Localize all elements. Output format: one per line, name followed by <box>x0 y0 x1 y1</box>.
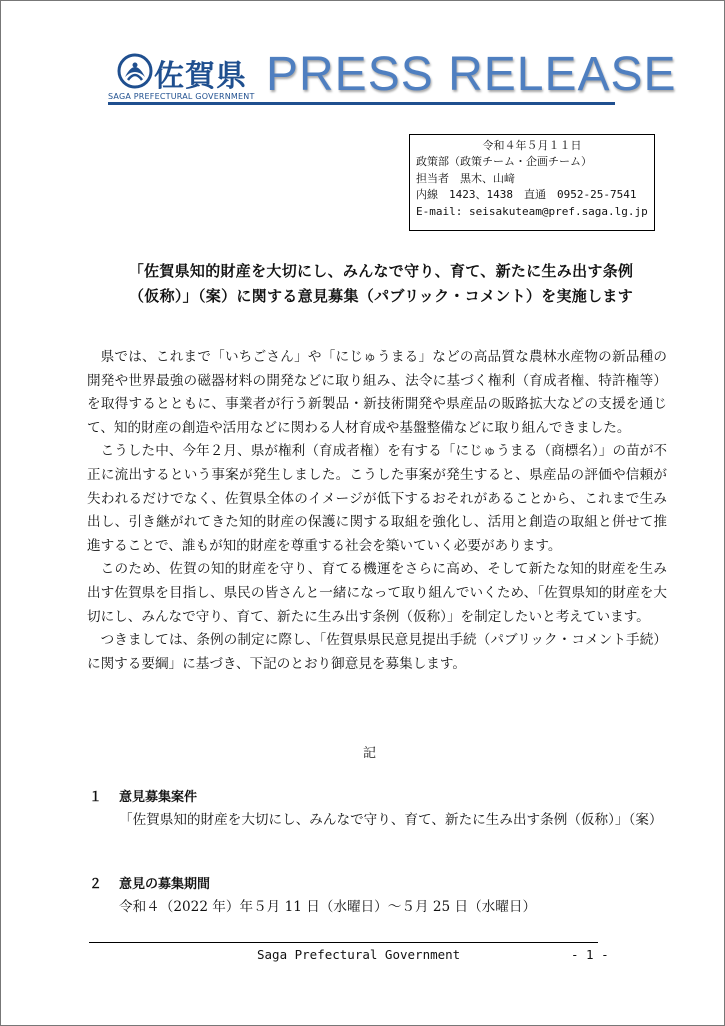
section-content: 令和４（2022 年）年５月 11 日（水曜日）～５月 25 日（水曜日） <box>119 899 537 915</box>
press-release-title: PRESS RELEASE <box>266 48 677 101</box>
body-paragraph: こうした中、今年２月、県が権利（育成者権）を有する「にじゅうまる（商標名）」の苗が不正に流出するという事案が発生しました。こうした事案が発生すると、県産品の評価や信頼が失われるだけでなく、佐賀県全体のイメージが低下するおそれがあることから、これまで生み出し、引き継がれてきた知的財産の保護に関する取組を強化し、活用と創造の取組と併せて推進することで、誰もが知的財産を尊重する社会を築いていく必要があります。 <box>87 443 667 554</box>
section-2 <box>89 874 669 918</box>
prefecture-subtitle: SAGA PREFECTURAL GOVERNMENT <box>108 92 255 101</box>
contact-box <box>409 134 655 231</box>
body-paragraph: つきましては、条例の制定に際し、「佐賀県県民意見提出手続（パブリック・コメント手続）に関する要綱」に基づき、下記のとおり御意見を募集します。 <box>87 632 667 672</box>
section-number: ２ <box>89 877 103 892</box>
prefectural-emblem-icon <box>117 53 153 89</box>
ki-mark: 記 <box>363 746 377 761</box>
email-address: E-mail: seisakuteam@pref.saga.lg.jp <box>416 204 648 218</box>
section-title: 意見募集案件 <box>119 790 198 805</box>
headline-line-2: （仮称）」（案）に関する意見募集（パブリック・コメント）を実施します <box>128 287 633 305</box>
release-date: 令和４年５月１１日 <box>482 139 582 152</box>
footer-organization: Saga Prefectural Government <box>257 947 461 962</box>
page-number: - 1 - <box>571 947 609 962</box>
body-paragraph: このため、佐賀の知的財産を守り、育てる機運をさらに高め、そして新たな知的財産を生み出す佐賀県を目指し、県民の皆さんと一緒になって取り組んでいくため、「佐賀県知的財産を大切にし、みんなで守り、育て、新たに生み出す条例（仮称）」を制定したいと考えています。 <box>87 561 667 625</box>
person-in-charge: 担当者 黒木、山﨑 <box>416 171 515 185</box>
section-1 <box>89 787 669 831</box>
section-content: 「佐賀県知的財産を大切にし、みんなで守り、育て、新たに生み出す条例（仮称）」（案） <box>119 812 663 828</box>
phone-numbers: 内線 1423、1438 直通 0952-25-7541 <box>416 188 637 202</box>
header-divider <box>108 102 615 105</box>
headline-line-1: 「佐賀県知的財産を大切にし、みんなで守り、育て、新たに生み出す条例 <box>128 262 634 280</box>
section-title: 意見の募集期間 <box>119 877 211 892</box>
prefecture-name: 佐賀県 <box>154 59 247 94</box>
body-paragraph: 県では、これまで「いちごさん」や「にじゅうまる」などの高品質な農林水産物の新品種の開発や世界最強の磁器材料の開発などに取り組み、法令に基づく権利（育成者権、特許権等）を取得するとともに、事業者が行う新製品・新技術開発や県産品の販路拡大などの支援を通じて、知的財産の創造や活用などに関わる人材育成や基盤整備などに取り組んできました。 <box>87 349 667 436</box>
department: 政策部（政策チーム・企画チーム） <box>416 155 592 169</box>
headline <box>71 259 691 309</box>
section-number: １ <box>89 790 103 805</box>
body-text <box>87 346 667 676</box>
footer-divider <box>89 942 598 943</box>
